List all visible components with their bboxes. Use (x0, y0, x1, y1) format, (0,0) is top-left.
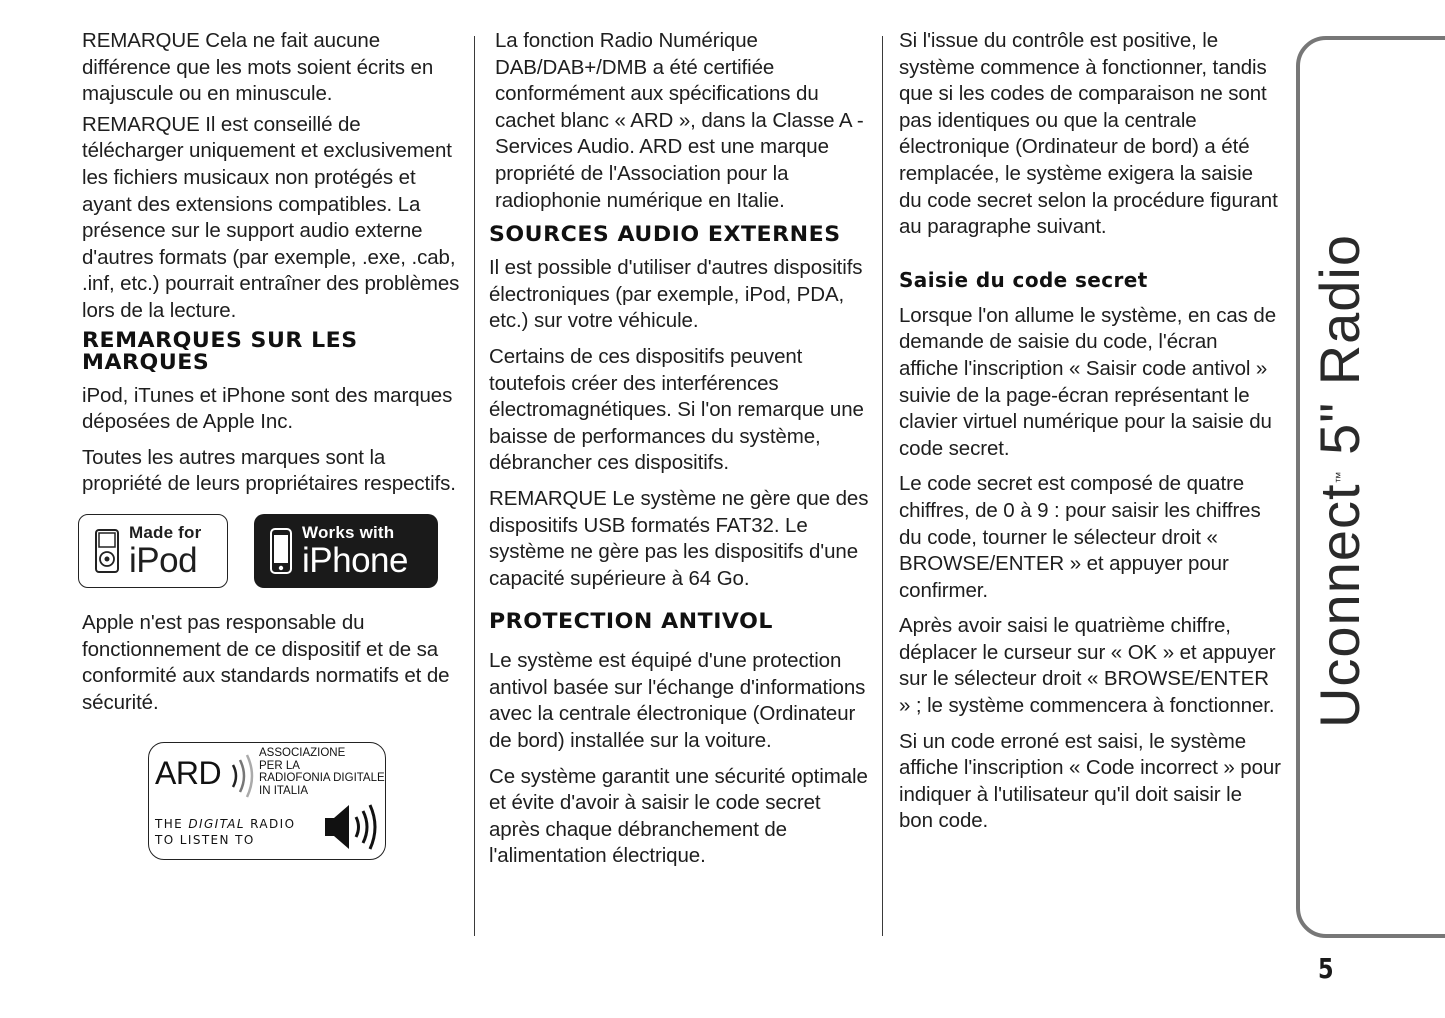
code-paragraph-1: Lorsque l'on allume le système, en cas de demande de saisie du code, l'écran affiche l'inscription « Saisir code antivol » suivie de la page-écran représentant le clavier virtuel numérique pour la saisie du code secret. (899, 303, 1276, 460)
note-case-insensitive: REMARQUE Cela ne fait aucune différence que les mots soient écrits en majuscule ou en minuscule. (82, 29, 434, 106)
sources-usb-note: REMARQUE Le système ne gère que des dispositifs USB formatés FAT32. Le système ne gère pas les dispositifs d'une capacité supérieure à 64 Go. (489, 486, 869, 590)
heading-secret-code-entry: Saisie du code secret (899, 267, 1148, 292)
sources-paragraph-1: Il est possible d'utiliser d'autres dispositifs électroniques (par exemple, iPod, PDA, etc.) sur votre véhicule. (489, 256, 863, 333)
dab-certification: La fonction Radio Numérique DAB/DAB+/DMB a été certifiée conformément aux spécifications du cachet blanc « ARD », dans la Classe A - Services Audio. ARD est une marque propriété de l'Association pour la radiophonie numérique en Italie. (495, 29, 864, 212)
iphone-logo-big-text: iPhone (302, 540, 408, 580)
speaker-icon (323, 799, 379, 855)
antitheft-paragraph-2: Ce système garantit une sécurité optimale et évite d'avoir à saisir le code secret après chaque débranchement de l'alimentation électrique. (489, 764, 868, 868)
code-paragraph-4: Si un code erroné est saisi, le système affiche l'inscription « Code incorrect » pour indiquer à l'utilisateur qu'il doit saisir le bon code. (899, 729, 1281, 833)
heading-trademark-notes: REMARQUES SUR LES MARQUES (82, 327, 358, 374)
note-music-files: REMARQUE Il est conseillé de télécharger uniquement et exclusivement les fichiers musicaux non protégés et ayant des extensions compatibles. La présence sur le support audio externe d'autres formats (par exemple, .exe, .cab, .inf, etc.) pourrait entraîner des problèmes lors de la lecture. (82, 112, 460, 322)
heading-external-sources: SOURCES AUDIO EXTERNES (489, 222, 841, 247)
ard-tag-the: THE (155, 817, 184, 832)
iphone-icon (270, 528, 292, 574)
chapter-title-brand: Uconnect (1308, 483, 1371, 729)
column-divider-right (882, 36, 883, 936)
ipod-logo-big-text: iPod (129, 540, 198, 580)
apple-disclaimer: Apple n'est pas responsable du fonctionnement de ce dispositif et de sa conformité aux standards normatifs et de sécurité. (82, 610, 450, 714)
chapter-tab-title (1308, 233, 1371, 729)
trademarks-apple: iPod, iTunes et iPhone sont des marques déposées de Apple Inc. (82, 383, 453, 434)
made-for-ipod-logo (78, 514, 228, 588)
ard-tag-line2: TO LISTEN TO (155, 833, 255, 848)
ard-tag-radio: RADIO (250, 817, 296, 832)
code-paragraph-3: Après avoir saisi le quatrième chiffre, déplacer le curseur sur « OK » et appuyer sur le sélecteur droit « BROWSE/ENTER » ; le système commencera à fonctionner. (899, 614, 1276, 718)
ipod-icon (95, 529, 119, 573)
column-1 (82, 28, 464, 860)
check-result-paragraph: Si l'issue du contrôle est positive, le système commence à fonctionner, tandis que si les codes de comparaison ne sont pas identiques ou que la centrale électronique (Ordinateur de bord) a été remplacée, le système exigera la saisie du code secret selon la procédure figurant au paragraphe suivant. (899, 29, 1278, 239)
iphone-logo-small-text: Works with (302, 522, 395, 542)
page-number: 5 (1318, 952, 1334, 985)
trademarks-others: Toutes les autres marques sont la propriété de leurs propriétaires respectifs. (82, 445, 456, 496)
trademark-symbol: ™ (1333, 471, 1347, 484)
column-2 (489, 28, 871, 879)
ipod-logo-small-text: Made for (129, 522, 202, 542)
heading-antitheft: PROTECTION ANTIVOL (489, 609, 773, 634)
radio-waves-icon (229, 751, 259, 801)
ard-tagline (155, 816, 295, 848)
ard-wordmark: ARD (155, 755, 222, 792)
ard-association-text: ASSOCIAZIONE PER LA RADIOFONIA DIGITALE IN ITALIA (259, 747, 385, 797)
works-with-iphone-logo (254, 514, 438, 588)
antitheft-paragraph-1: Le système est équipé d'une protection antivol basée sur l'échange d'informations avec la centrale électronique (Ordinateur de bord) installée sur la voiture. (489, 649, 866, 753)
ard-digital-radio-logo (148, 742, 386, 860)
column-divider-left (474, 36, 475, 936)
sources-paragraph-2: Certains de ces dispositifs peuvent toutefois créer des interférences électromagnétiques. Si l'on remarque une baisse de performances du système, débrancher ces dispositifs. (489, 344, 864, 475)
ard-tag-digital: DIGITAL (188, 817, 245, 832)
chapter-title-model: 5" Radio (1308, 233, 1371, 472)
code-paragraph-2: Le code secret est composé de quatre chiffres, de 0 à 9 : pour saisir les chiffres du code, tourner le sélecteur droit « BROWSE/ENTER » et appuyer pour confirmer. (899, 472, 1261, 602)
column-3 (899, 28, 1281, 844)
apple-logos (78, 514, 464, 588)
